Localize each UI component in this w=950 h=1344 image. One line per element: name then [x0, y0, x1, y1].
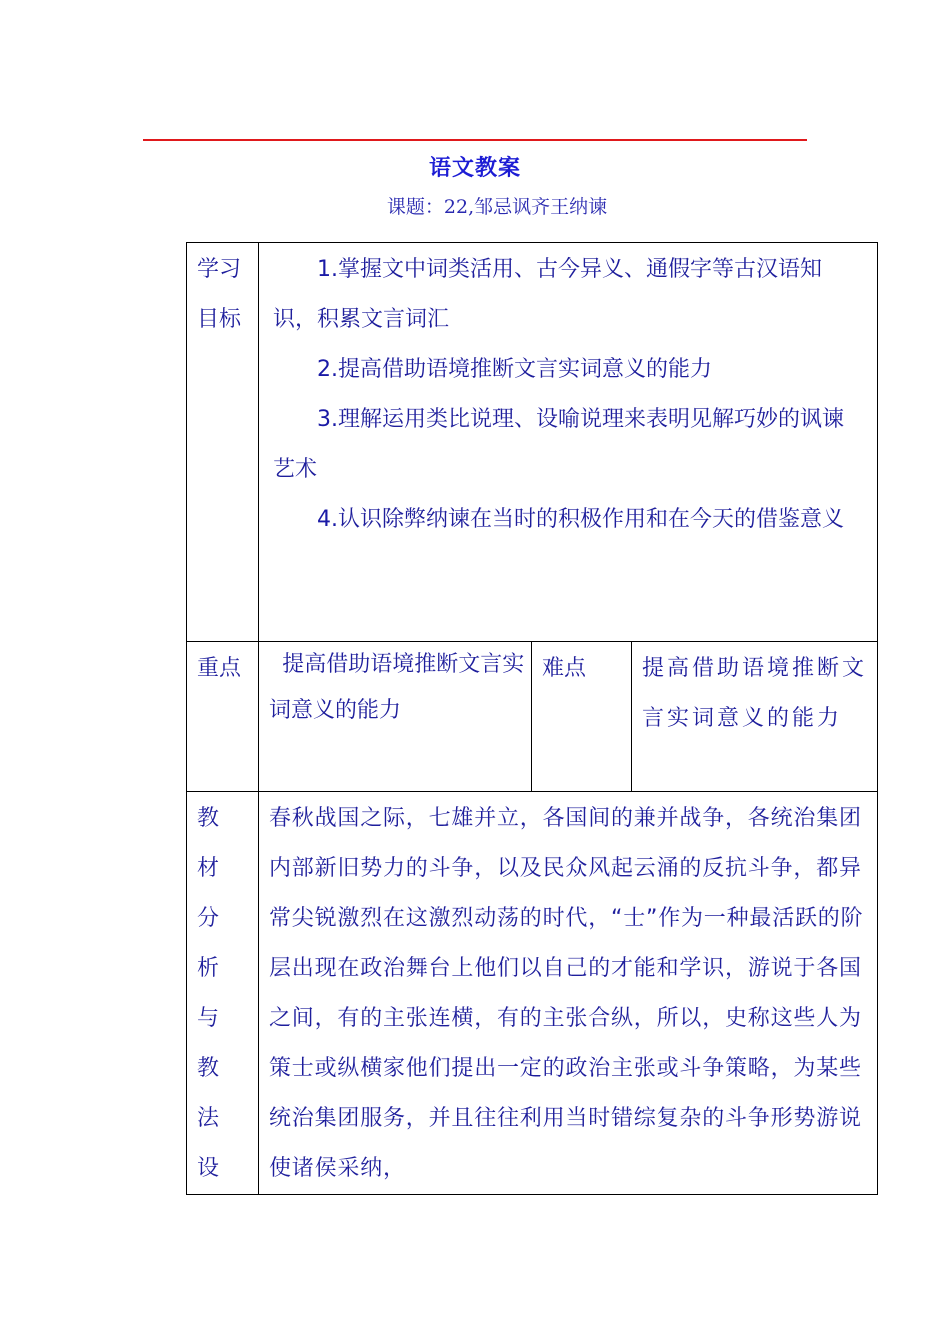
goal-text: 提高借助语境推断文言实词意义的能力 — [338, 357, 713, 382]
goals-row — [187, 243, 878, 642]
goal-item — [273, 395, 863, 495]
key-point-text: 提高借助语境推断文言实词意义的能力 — [259, 642, 532, 792]
goals-label-line1: 学习 — [197, 257, 242, 282]
analysis-text: 春秋战国之际，七雄并立，各国间的兼并战争，各统治集团内部新旧势力的斗争，以及民众风起云涌的反抗斗争，都异常尖锐激烈在这激烈动荡的时代，“士”作为一种最活跃的阶层出现在政治舞台上他们以自己的才能和学识，游说于各国之间，有的主张连横，有的主张合纵，所以，史称这些人为策士或纵横家他们提出一定的政治主张或斗争策略，为某些统治集团服务，并且往往利用当时错综复杂的斗争形势游说使诸侯采纳， — [259, 792, 878, 1195]
analysis-label-char: 法 — [197, 1106, 220, 1131]
analysis-label-cell — [187, 792, 259, 1195]
goal-item — [273, 495, 863, 545]
analysis-label-char: 教 — [197, 1056, 220, 1081]
key-point-label: 重点 — [187, 642, 259, 792]
goal-number: 2. — [317, 357, 338, 382]
goal-number: 3. — [317, 407, 338, 432]
goal-text: 认识除弊纳谏在当时的积极作用和在今天的借鉴意义 — [338, 507, 845, 532]
analysis-label-char: 与 — [197, 1006, 220, 1031]
lesson-plan-table — [186, 242, 878, 1195]
analysis-label-char: 教 — [197, 806, 220, 831]
document-title: 语文教案 — [428, 156, 521, 181]
goal-number: 1. — [317, 257, 338, 282]
focus-row — [187, 642, 878, 792]
lesson-subtitle: 课题：22,邹忌讽齐王纳谏 — [386, 196, 608, 218]
analysis-label-char: 设 — [197, 1156, 220, 1181]
goal-item — [273, 345, 863, 395]
goals-label-line2: 目标 — [197, 307, 242, 332]
difficulty-text: 提高借助语境推断文言实词意义的能力 — [632, 642, 878, 792]
goal-item — [273, 245, 863, 345]
goal-text: 理解运用类比说理、设喻说理来表明见解巧妙的讽谏艺术 — [273, 407, 845, 482]
analysis-label-char: 分 — [197, 906, 220, 931]
analysis-row — [187, 792, 878, 1195]
difficulty-label: 难点 — [532, 642, 632, 792]
goal-number: 4. — [317, 507, 338, 532]
goals-content-cell — [259, 243, 878, 642]
goal-text: 掌握文中词类活用、古今异义、通假字等古汉语知识，积累文言词汇 — [273, 257, 823, 332]
analysis-label-char: 析 — [197, 956, 220, 981]
goals-label-cell — [187, 243, 259, 642]
header-red-rule — [143, 139, 807, 141]
analysis-label-char: 材 — [197, 856, 220, 881]
